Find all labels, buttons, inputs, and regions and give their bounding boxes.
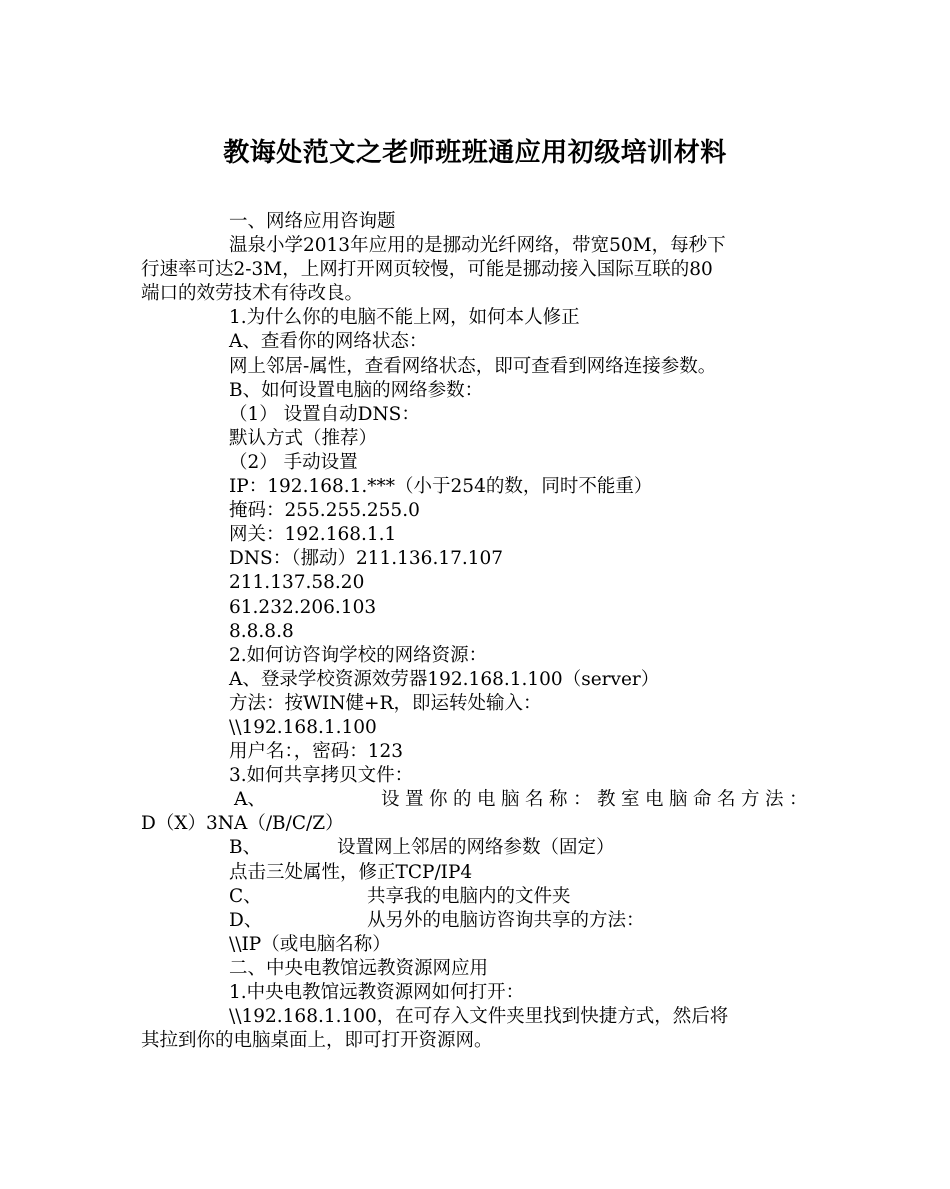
paragraph-line: 其拉到你的电脑桌面上，即可打开资源网。 bbox=[141, 1030, 493, 1052]
section-heading-network: 一、网络应用咨询题 bbox=[229, 211, 396, 232]
paragraph-line: 用户名：，密码：123 bbox=[229, 741, 404, 763]
paragraph-line bbox=[141, 836, 813, 860]
paragraph-line: 网关：192.168.1.1 bbox=[229, 524, 397, 546]
section-heading-resources: 二、中央电教馆远教资源网应用 bbox=[229, 957, 489, 979]
paragraph-line: 掩码：255.255.255.0 bbox=[229, 500, 420, 522]
paragraph-line: DNS：（挪动）211.136.17.107 bbox=[229, 548, 504, 570]
paragraph-line: B、如何设置电脑的网络参数： bbox=[229, 379, 484, 401]
paragraph-line: \\IP（或电脑名称） bbox=[229, 933, 391, 955]
paragraph-line: A、查看你的网络状态： bbox=[229, 331, 428, 353]
question-heading: 2.如何访咨询学校的网络资源： bbox=[229, 644, 488, 666]
question-heading: 3.如何共享拷贝文件： bbox=[229, 765, 414, 787]
paragraph-line: 默认方式（推荐） bbox=[229, 427, 378, 449]
item-text: 共享我的电脑内的文件夹 bbox=[367, 885, 571, 907]
paragraph-line: 温泉小学2013年应用的是挪动光纤网络，带宽50M，每秒下 bbox=[229, 235, 726, 257]
paragraph-line: 8.8.8.8 bbox=[229, 620, 294, 642]
paragraph-line bbox=[141, 885, 813, 909]
paragraph-line: 端口的效劳技术有待改良。 bbox=[141, 283, 364, 305]
item-label: C、 bbox=[229, 885, 262, 907]
item-label: D、 bbox=[229, 909, 263, 931]
item-text: 设置网上邻居的网络参数（固定） bbox=[337, 837, 615, 859]
paragraph-line: 网上邻居-属性，查看网络状态，即可查看到网络连接参数。 bbox=[229, 355, 717, 377]
item-text: 从另外的电脑访咨询共享的方法： bbox=[367, 909, 645, 931]
paragraph-line: \\192.168.1.100，在可存入文件夹里找到快捷方式，然后将 bbox=[229, 1006, 729, 1028]
paragraph-line: D（X）3NA（/B/C/Z） bbox=[141, 813, 344, 835]
document-body bbox=[141, 210, 813, 1053]
paragraph-line: （2） 手动设置 bbox=[229, 451, 358, 473]
paragraph-line: IP：192.168.1.***（小于254的数，同时不能重） bbox=[229, 476, 653, 498]
paragraph-line bbox=[141, 788, 813, 812]
paragraph-line: 61.232.206.103 bbox=[229, 596, 377, 618]
document-title: 教诲处范文之老师班班通应用初级培训材料 bbox=[223, 138, 727, 168]
paragraph-line bbox=[141, 909, 813, 933]
paragraph-line: A、登录学校资源效劳器192.168.1.100（server） bbox=[229, 668, 660, 690]
paragraph-line: 行速率可达2-3M，上网打开网页较慢，可能是挪动接入国际互联的80 bbox=[141, 259, 713, 281]
question-heading: 1.中央电教馆远教资源网如何打开： bbox=[229, 982, 525, 1003]
item-label: B、 bbox=[229, 837, 262, 859]
paragraph-line: （1） 设置自动DNS： bbox=[229, 403, 420, 425]
question-heading: 1.为什么你的电脑不能上网，如何本人修正 bbox=[229, 307, 580, 329]
paragraph-line: \\192.168.1.100 bbox=[229, 716, 377, 738]
paragraph-line: 方法：按WIN健+R，即运转处输入： bbox=[229, 692, 542, 714]
paragraph-line: 点击三处属性，修正TCP/IP4 bbox=[229, 861, 473, 883]
item-label: A、 bbox=[234, 789, 266, 811]
paragraph-line: 211.137.58.20 bbox=[229, 572, 365, 594]
item-text: 设置你的电脑名称：教室电脑命名方法： bbox=[380, 789, 813, 811]
